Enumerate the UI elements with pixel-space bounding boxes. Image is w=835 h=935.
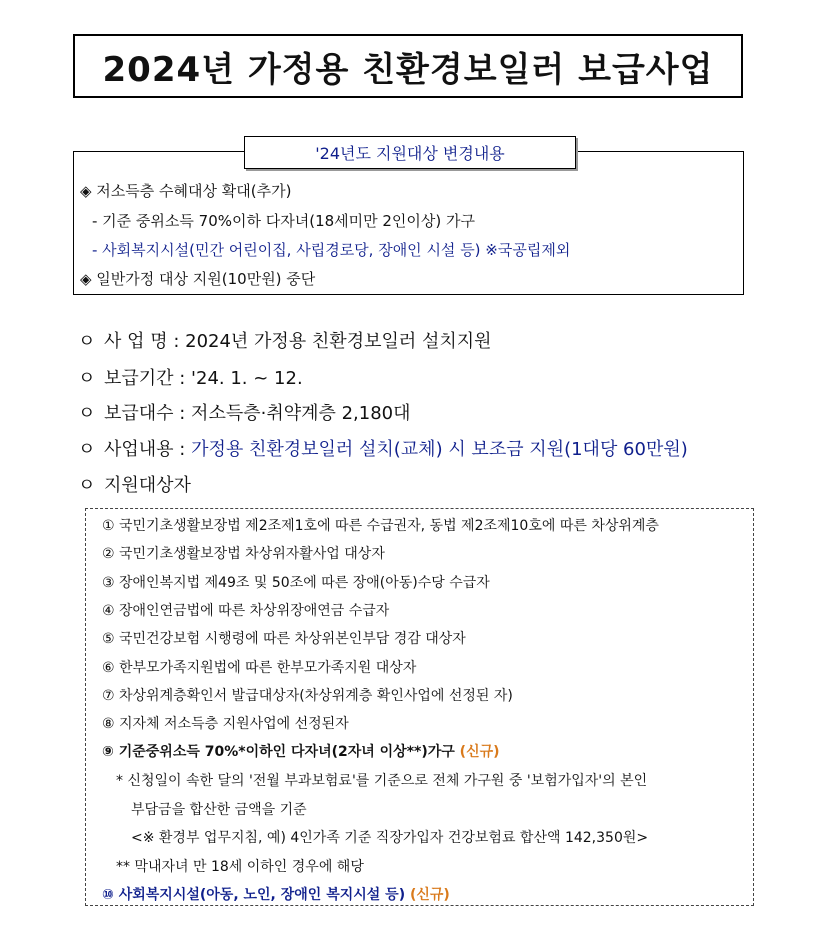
eligibility-item-2: ② 국민기초생활보장법 차상위자활사업 대상자 — [102, 546, 385, 562]
eligibility-item-7: ⑦ 차상위계층확인서 발급대상자(차상위계층 확인사업에 선정된 자) — [102, 688, 513, 704]
change-item-4: ◈ 일반가정 대상 지원(10만원) 중단 — [80, 270, 316, 288]
note-2: ** 막내자녀 만 18세 이하인 경우에 해당 — [116, 859, 364, 875]
bullet-business-name: ㅇ 사 업 명 : 2024년 가정용 친환경보일러 설치지원 — [78, 331, 492, 352]
content-detail: 가정용 친환경보일러 설치(교체) 시 보조금 지원(1대당 60만원) — [191, 439, 688, 460]
change-summary-heading: '24년도 지원대상 변경내용 — [244, 136, 576, 169]
new-badge: (신규) — [459, 744, 500, 760]
bullet-quantity: ㅇ 보급대수 : 저소득층·취약계층 2,180대 — [78, 403, 411, 424]
change-item-2: - 기준 중위소득 70%이하 다자녀(18세미만 2인이상) 가구 — [92, 212, 476, 230]
eligibility-item-4: ④ 장애인연금법에 따른 차상위장애연금 수급자 — [102, 603, 390, 619]
note-example: <※ 환경부 업무지침, 예) 4인가족 기준 직장가입자 건강보험료 합산액 142,350원> — [131, 830, 649, 846]
eligibility-item-1: ① 국민기초생활보장법 제2조제1호에 따른 수급권자, 동법 제2조제10호에 따른 차상위계층 — [102, 518, 659, 534]
note-1-continued: 부담금을 합산한 금액을 기준 — [131, 802, 307, 818]
bullet-period: ㅇ 보급기간 : '24. 1. ~ 12. — [78, 368, 303, 389]
eligibility-item-10: ⑩ 사회복지시설(아동, 노인, 장애인 복지시설 등) (신규) — [102, 887, 450, 903]
note-1: * 신청일이 속한 달의 '전월 부과보험료'를 기준으로 전체 가구원 중 '보험가입자'의 본인 — [116, 773, 648, 789]
eligibility-item-3: ③ 장애인복지법 제49조 및 50조에 따른 장애(아동)수당 수급자 — [102, 575, 490, 591]
eligibility-item-9: ⑨ 기준중위소득 70%*이하인 다자녀(2자녀 이상**)가구 (신규) — [102, 744, 500, 760]
bullet-content: ㅇ 사업내용 : 가정용 친환경보일러 설치(교체) 시 보조금 지원(1대당 60만원) — [78, 439, 688, 460]
eligibility-item-5: ⑤ 국민건강보험 시행령에 따른 차상위본인부담 경감 대상자 — [102, 631, 466, 647]
change-item-1: ◈ 저소득층 수혜대상 확대(추가) — [80, 182, 292, 200]
change-item-3: - 사회복지시설(민간 어린이집, 사립경로당, 장애인 시설 등) ※국공립제외 — [92, 241, 571, 259]
bullet-eligibility: ㅇ 지원대상자 — [78, 475, 191, 496]
title-box — [73, 34, 743, 98]
page-title: 2024년 가정용 친환경보일러 보급사업 — [102, 49, 714, 90]
eligibility-item-8: ⑧ 지자체 저소득층 지원사업에 선정된자 — [102, 716, 349, 732]
eligibility-item-6: ⑥ 한부모가족지원법에 따른 한부모가족지원 대상자 — [102, 660, 417, 676]
new-badge: (신규) — [409, 887, 450, 903]
